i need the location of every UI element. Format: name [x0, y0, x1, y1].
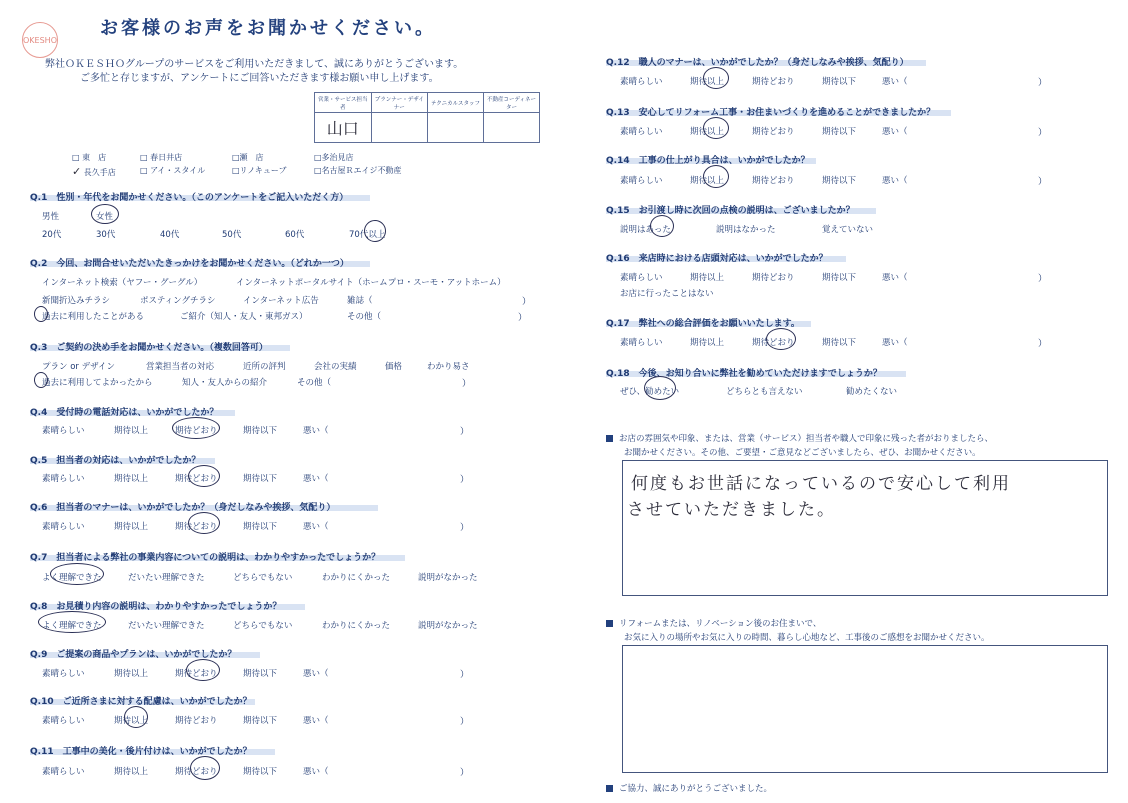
q15-explained-circle	[650, 215, 674, 237]
store-istyle[interactable]: □ アイ・スタイル	[140, 166, 206, 175]
q17-opt-bad[interactable]: 悪い（	[882, 338, 908, 348]
q15-opt-explained[interactable]: 説明はあった	[620, 225, 671, 235]
store-tajimi[interactable]: □多治見店	[314, 153, 354, 162]
q14-opt-bad[interactable]: 悪い（	[882, 176, 908, 186]
q3-opt-clarity[interactable]: わかり易さ	[427, 362, 470, 372]
q6-text: Q.6 担当者のマナーは、いかがでしたか？（身だしなみや挨拶、気配り）	[30, 503, 336, 513]
q11-opt-above[interactable]: 期待以上	[114, 767, 149, 777]
q12-opt-above[interactable]: 期待以上	[690, 77, 725, 87]
q2-opt-magazine[interactable]: 雑誌（	[347, 296, 373, 306]
q6-bad-close: ）	[460, 523, 470, 533]
q10-opt-bad[interactable]: 悪い（	[303, 716, 329, 726]
q1-50s[interactable]: 50代	[222, 230, 242, 240]
q13-bad-close: ）	[1038, 128, 1048, 138]
q16-opt-excellent[interactable]: 素晴らしい	[620, 273, 663, 283]
q4-bad-close: ）	[460, 427, 470, 437]
q2-opt-other[interactable]: その他（	[347, 312, 382, 322]
q10-opt-expected[interactable]: 期待どおり	[175, 716, 218, 726]
staff-header-technical: テクニカルスタッフ	[427, 93, 483, 113]
footer-thanks	[606, 782, 772, 794]
q14-opt-below[interactable]: 期待以下	[822, 176, 857, 186]
q17-opt-below[interactable]: 期待以下	[822, 338, 857, 348]
q3-opt-past[interactable]: 過去に利用してよかったから	[42, 378, 153, 388]
q1-70s[interactable]: 70代以上	[349, 230, 386, 240]
q14-above-circle	[703, 165, 729, 188]
intro-line-1: 弊社ＯＫＥＳＨＯグループのサービスをご利用いただきまして、誠にありがとうございます。	[45, 59, 464, 70]
q7-opt-neutral[interactable]: どちらでもない	[233, 573, 293, 583]
store-nagakute[interactable]	[72, 165, 116, 178]
bullet-square-icon	[606, 785, 613, 792]
q12-text: Q.12 職人のマナーは、いかがでしたか？（身だしなみや挨拶、気配り）	[606, 58, 909, 68]
q17-opt-excellent[interactable]: 素晴らしい	[620, 338, 663, 348]
q16-opt-expected[interactable]: 期待どおり	[752, 273, 795, 283]
q2-opt-ad[interactable]: インターネット広告	[243, 296, 319, 306]
q3-opt-friend[interactable]: 知人・友人からの紹介	[182, 378, 268, 388]
q10-above-circle	[124, 706, 148, 728]
q16-opt-never-visited[interactable]: お店に行ったことはない	[620, 289, 714, 299]
store-nagakute-label: 長久手店	[83, 168, 116, 177]
q15-text: Q.15 お引渡し時に次回の点検の説明は、ございましたか？	[606, 206, 855, 216]
q3-opt-reputation[interactable]: 近所の評判	[243, 362, 286, 372]
store-kasugai[interactable]: □ 春日井店	[140, 153, 183, 162]
comment1-handwriting-line2: させていただきました。	[627, 500, 836, 520]
staff-table	[314, 92, 540, 143]
staff-header-sales: 営業・サービス担当者	[315, 93, 372, 113]
q8-opt-none[interactable]: 説明がなかった	[418, 621, 478, 631]
q9-text: Q.9 ご提案の商品やプランは、いかがでしたか？	[30, 650, 237, 660]
staff-sales-name[interactable]: 山口	[315, 113, 372, 143]
q2-other-close: ）	[518, 313, 528, 323]
q2-opt-flyer[interactable]: 新聞折込みチラシ	[42, 296, 111, 306]
q7-opt-mostly[interactable]: だいたい理解できた	[128, 573, 205, 583]
q5-opt-above[interactable]: 期待以上	[114, 474, 149, 484]
q13-opt-excellent[interactable]: 素晴らしい	[620, 127, 663, 137]
q8-opt-mostly[interactable]: だいたい理解できた	[128, 621, 205, 631]
q11-opt-excellent[interactable]: 素晴らしい	[42, 767, 85, 777]
q11-opt-expected[interactable]: 期待どおり	[175, 767, 218, 777]
q13-opt-below[interactable]: 期待以下	[822, 127, 857, 137]
q9-bad-close: ）	[460, 670, 470, 680]
q15-opt-not-explained[interactable]: 説明はなかった	[716, 225, 776, 235]
q3-opt-record[interactable]: 会社の実績	[314, 362, 357, 372]
q9-expected-circle	[186, 659, 220, 681]
q17-opt-expected[interactable]: 期待どおり	[752, 338, 795, 348]
q1-70s-circle	[364, 220, 386, 242]
q6-opt-below[interactable]: 期待以下	[243, 522, 278, 532]
q12-opt-excellent[interactable]: 素晴らしい	[620, 77, 663, 87]
q5-opt-bad[interactable]: 悪い（	[303, 474, 329, 484]
q10-opt-above[interactable]: 期待以上	[114, 716, 149, 726]
q8-opt-understood[interactable]: よく理解できた	[42, 621, 102, 631]
bullet-square-icon	[606, 620, 613, 627]
bullet-square-icon	[606, 435, 613, 442]
q2-opt-search[interactable]: インターネット検索（ヤフー・グーグル）	[42, 278, 203, 288]
q5-text: Q.5 担当者の対応は、いかがでしたか？	[30, 456, 201, 466]
q5-opt-expected[interactable]: 期待どおり	[175, 474, 218, 484]
comment1-prompt-line1	[606, 432, 993, 444]
comment2-prompt-line1	[606, 617, 821, 629]
q3-past-circle	[34, 372, 48, 388]
q1-40s[interactable]: 40代	[160, 230, 180, 240]
q9-opt-excellent[interactable]: 素晴らしい	[42, 669, 85, 679]
store-east[interactable]: □ 東 店	[72, 153, 107, 162]
comment1-box[interactable]	[622, 460, 1108, 596]
q16-text: Q.16 来店時における店頭対応は、いかがでしたか？	[606, 254, 828, 264]
seal-text: OKESHO	[23, 35, 57, 45]
q15-opt-dont-remember[interactable]: 覚えていない	[822, 225, 874, 235]
q12-opt-below[interactable]: 期待以下	[822, 77, 857, 87]
q2-opt-past[interactable]: 過去に利用したことがある	[42, 312, 145, 322]
q8-opt-unclear[interactable]: わかりにくかった	[322, 621, 391, 631]
q9-opt-above[interactable]: 期待以上	[114, 669, 149, 679]
checkmark-icon: ✓	[72, 165, 82, 178]
q8-opt-neutral[interactable]: どちらでもない	[233, 621, 293, 631]
q3-text: Q.3 ご契約の決め手をお聞かせください。（複数回答可）	[30, 343, 268, 353]
q17-text: Q.17 弊社への総合評価をお願いいたします。	[606, 319, 800, 329]
q5-opt-below[interactable]: 期待以下	[243, 474, 278, 484]
q4-opt-excellent[interactable]: 素晴らしい	[42, 426, 85, 436]
q3-other-close: ）	[462, 379, 472, 389]
q4-opt-above[interactable]: 期待以上	[114, 426, 149, 436]
q3-opt-plan[interactable]: プラン or デザイン	[42, 362, 116, 372]
q1-30s[interactable]: 30代	[96, 230, 116, 240]
q17-opt-above[interactable]: 期待以上	[690, 338, 725, 348]
q1-male[interactable]: 男性	[42, 212, 60, 222]
q18-text: Q.18 今後、お知り合いに弊社を勧めていただけますでしょうか？	[606, 369, 882, 379]
staff-header-realestate: 不動産コーディネーター	[483, 93, 539, 113]
q13-opt-above[interactable]: 期待以上	[690, 127, 725, 137]
q10-opt-below[interactable]: 期待以下	[243, 716, 278, 726]
q14-text: Q.14 工事の仕上がり具合は、いかがでしたか？	[606, 156, 810, 166]
q1-60s[interactable]: 60代	[285, 230, 305, 240]
q12-above-circle	[703, 67, 729, 89]
q7-text: Q.7 担当者による弊社の事業内容についての説明は、わかりやすかったでしょうか？	[30, 553, 381, 563]
q4-text: Q.4 受付時の電話対応は、いかがでしたか？	[30, 408, 219, 418]
q18-opt-neutral[interactable]: どちらとも言えない	[726, 387, 803, 397]
q1-20s[interactable]: 20代	[42, 230, 62, 240]
q10-opt-excellent[interactable]: 素晴らしい	[42, 716, 85, 726]
q1-female[interactable]: 女性	[96, 212, 114, 222]
q8-understood-circle	[38, 611, 106, 633]
q6-opt-expected[interactable]: 期待どおり	[175, 522, 218, 532]
comment2-prompt1-text: リフォームまたは、リノベーション後のお住まいで、	[619, 619, 822, 629]
q5-expected-circle	[188, 465, 220, 487]
q7-understood-circle	[50, 563, 104, 585]
q18-recommend-circle	[644, 376, 676, 400]
q11-bad-close: ）	[460, 768, 470, 778]
q14-opt-above[interactable]: 期待以上	[690, 176, 725, 186]
q18-opt-recommend[interactable]: ぜひ、勧めたい	[620, 387, 680, 397]
q7-opt-unclear[interactable]: わかりにくかった	[322, 573, 391, 583]
q13-opt-expected[interactable]: 期待どおり	[752, 127, 795, 137]
store-seto[interactable]: □瀬 店	[232, 153, 264, 162]
q11-opt-bad[interactable]: 悪い（	[303, 767, 329, 777]
q13-text: Q.13 安心してリフォーム工事・お住まいづくりを進めることができましたか？	[606, 108, 936, 118]
q12-opt-bad[interactable]: 悪い（	[882, 77, 908, 87]
q5-bad-close: ）	[460, 475, 470, 485]
q2-past-circle	[34, 306, 48, 322]
footer-text: ご協力、誠にありがとうございました。	[619, 784, 773, 794]
q3-opt-other[interactable]: その他（	[297, 378, 332, 388]
q10-text: Q.10 ご近所さまに対する配慮は、いかがでしたか？	[30, 697, 252, 707]
page-title: お客様のお声をお聞かせください。	[100, 18, 436, 39]
comment1-handwriting-line1: 何度もお世話になっているので安心して利用	[631, 474, 1011, 494]
q9-opt-bad[interactable]: 悪い（	[303, 669, 329, 679]
q11-text: Q.11 工事中の美化・後片付けは、いかがでしたか？	[30, 747, 252, 757]
q12-opt-expected[interactable]: 期待どおり	[752, 77, 795, 87]
q17-expected-circle	[766, 328, 796, 350]
q10-bad-close: ）	[460, 717, 470, 727]
q2-text: Q.2 今回、お問合せいただいたきっかけをお聞かせください。（どれか一つ）	[30, 259, 349, 269]
q18-opt-not-recommend[interactable]: 勧めたくない	[846, 387, 898, 397]
staff-technical-name[interactable]	[427, 113, 483, 143]
q7-opt-none[interactable]: 説明がなかった	[418, 573, 478, 583]
store-renocube[interactable]: □リノキューブ	[232, 166, 287, 175]
staff-header-planner: プランナー・デザイナー	[371, 93, 427, 113]
q3-opt-price[interactable]: 価格	[385, 362, 403, 372]
intro-line-2: ご多忙と存じますが、アンケートにご回答いただきます様お願い申し上げます。	[80, 73, 439, 84]
staff-realestate-name[interactable]	[483, 113, 539, 143]
comment1-prompt-line2: お聞かせください。その他、ご要望・ご意見などございましたら、ぜひ、お聞かせください。	[624, 448, 981, 458]
q8-text: Q.8 お見積り内容の説明は、わかりやすかったでしょうか？	[30, 602, 282, 612]
q9-opt-below[interactable]: 期待以下	[243, 669, 278, 679]
q2-opt-posting[interactable]: ポスティングチラシ	[140, 296, 216, 306]
q13-above-circle	[703, 117, 729, 139]
q2-magazine-close: ）	[522, 297, 532, 307]
q14-bad-close: ）	[1038, 177, 1048, 187]
q2-opt-referral[interactable]: ご紹介（知人・友人・東邦ガス）	[180, 312, 308, 322]
q17-bad-close: ）	[1038, 339, 1048, 349]
company-seal-logo	[22, 22, 58, 58]
q12-bad-close: ）	[1038, 78, 1048, 88]
q11-opt-below[interactable]: 期待以下	[243, 767, 278, 777]
q3-opt-sales[interactable]: 営業担当者の対応	[146, 362, 215, 372]
comment1-prompt1-text: お店の雰囲気や印象、または、営業（サービス）担当者や職人で印象に残った者がおりましたら、	[619, 434, 994, 444]
q13-opt-bad[interactable]: 悪い（	[882, 127, 908, 137]
q1-text: Q.1 性別・年代をお聞かせください。（このアンケートをご記入いただく方）	[30, 193, 349, 203]
q16-opt-bad[interactable]: 悪い（	[882, 273, 908, 283]
q6-opt-excellent[interactable]: 素晴らしい	[42, 522, 85, 532]
q5-opt-excellent[interactable]: 素晴らしい	[42, 474, 85, 484]
q6-expected-circle	[188, 512, 220, 534]
comment2-prompt-line2: お気に入りの場所やお気に入りの時間、暮らし心地など、工事後のご感想をお聞かせください。	[624, 633, 990, 643]
q16-bad-close: ）	[1038, 274, 1048, 284]
q9-opt-expected[interactable]: 期待どおり	[175, 669, 218, 679]
q4-opt-expected[interactable]: 期待どおり	[175, 426, 218, 436]
staff-planner-name[interactable]	[371, 113, 427, 143]
q16-opt-below[interactable]: 期待以下	[822, 273, 857, 283]
q6-opt-bad[interactable]: 悪い（	[303, 522, 329, 532]
q2-opt-portal[interactable]: インターネットポータルサイト（ホームプロ・スーモ・アットホーム）	[236, 278, 506, 288]
q6-opt-above[interactable]: 期待以上	[114, 522, 149, 532]
store-r-age[interactable]: □名古屋Ｒエイジ不動産	[314, 166, 402, 175]
comment2-box[interactable]	[622, 645, 1108, 773]
q4-expected-circle	[172, 417, 220, 439]
q14-opt-expected[interactable]: 期待どおり	[752, 176, 795, 186]
q1-female-circle	[91, 204, 119, 224]
q7-opt-understood[interactable]: よく理解できた	[42, 573, 102, 583]
q14-opt-excellent[interactable]: 素晴らしい	[620, 176, 663, 186]
q4-opt-below[interactable]: 期待以下	[243, 426, 278, 436]
q16-opt-above[interactable]: 期待以上	[690, 273, 725, 283]
q11-expected-circle	[190, 756, 220, 780]
q4-opt-bad[interactable]: 悪い（	[303, 426, 329, 436]
